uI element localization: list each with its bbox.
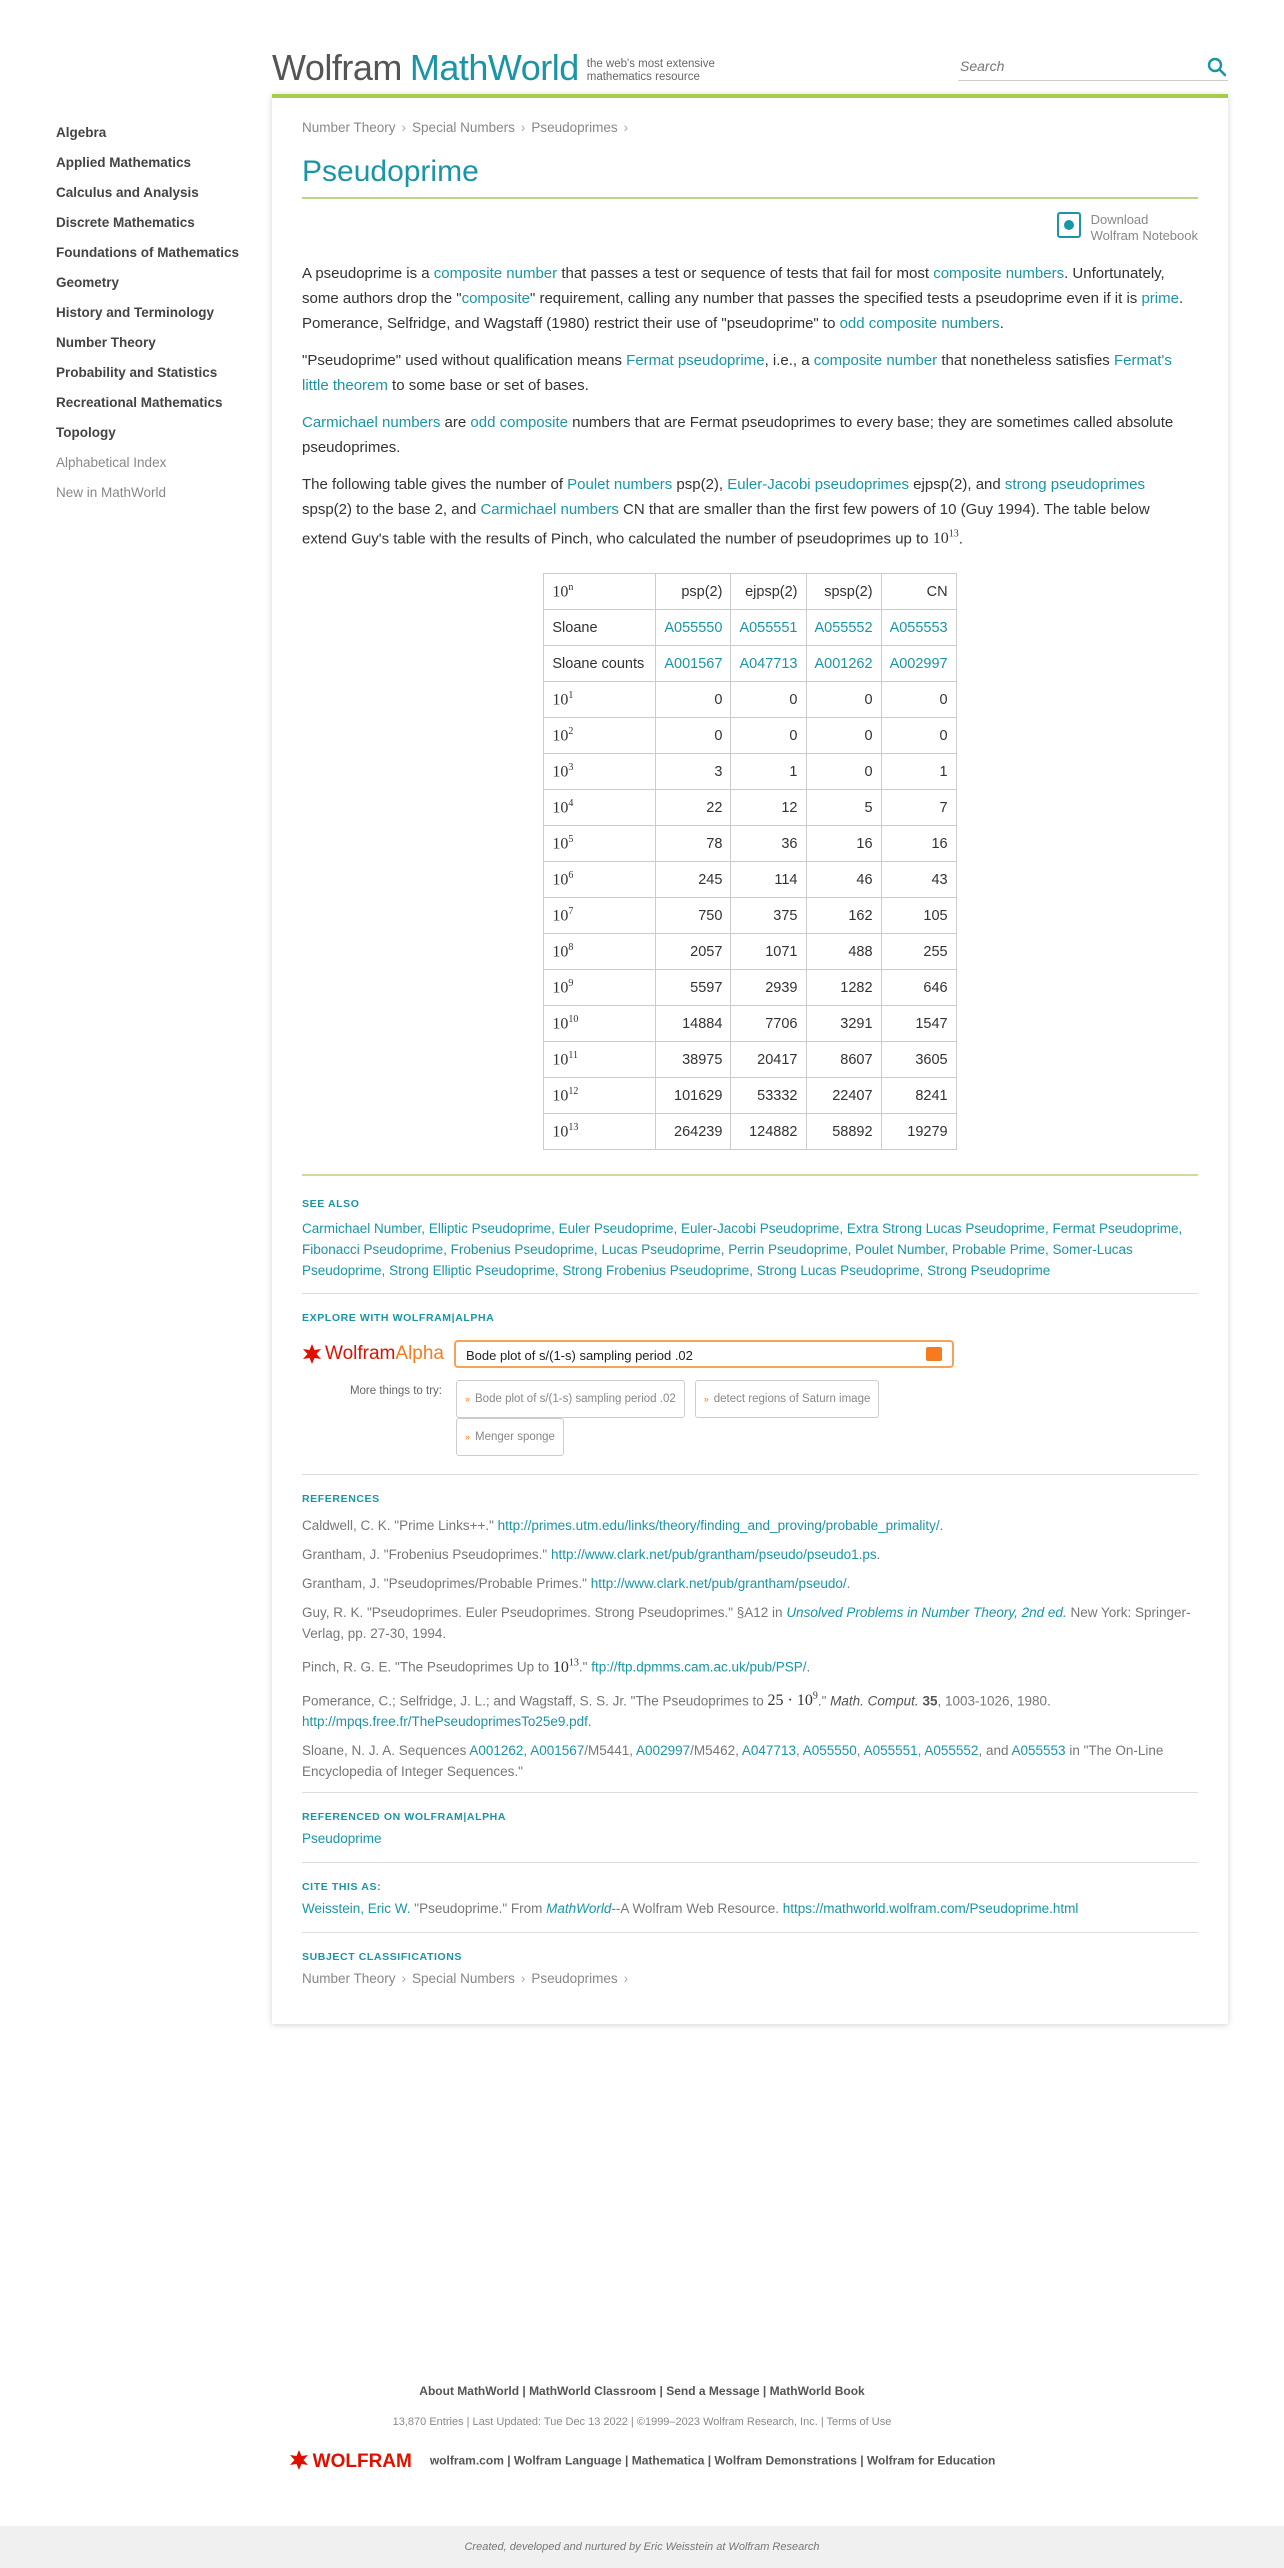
link-composite[interactable]: composite xyxy=(461,290,530,307)
table-cell: 53332 xyxy=(731,1078,806,1114)
link-a001262[interactable]: A001262 xyxy=(814,655,873,672)
article-content xyxy=(302,98,1198,1986)
link-composite-number-2[interactable]: composite number xyxy=(813,352,938,369)
header-ejpsp2: ejpsp(2) xyxy=(731,574,806,610)
wolfram-spikey-icon xyxy=(302,1344,322,1364)
table-row xyxy=(544,1078,956,1114)
link-fermats-little-theorem[interactable]: Fermat's little theorem xyxy=(302,352,1172,394)
breadcrumb-pseudoprimes[interactable]: Pseudoprimes xyxy=(531,120,618,135)
notebook-icon xyxy=(1057,212,1081,238)
table-row xyxy=(544,826,956,862)
subject-heading: SUBJECT CLASSIFICATIONS xyxy=(302,1950,463,1963)
link-pomerance-pdf[interactable]: http://mpqs.free.fr/ThePseudoprimesTo25e9.pdf xyxy=(302,1713,588,1729)
see-also-link[interactable]: Euler Pseudoprime xyxy=(558,1221,674,1237)
reference-grantham-1: Grantham, J. "Frobenius Pseudoprimes." http://www.clark.net/pub/grantham/pseudo/pseudo1.ps. xyxy=(302,1547,881,1563)
see-also-link[interactable]: Strong Frobenius Pseudoprime xyxy=(562,1263,750,1279)
sidebar-item-applied-mathematics[interactable]: Applied Mathematics xyxy=(56,155,192,170)
row-power: $10^6$ xyxy=(544,862,656,898)
table-cell: 8241 xyxy=(881,1078,956,1114)
link-strong-pseudoprimes[interactable]: strong pseudoprimes xyxy=(1004,476,1145,493)
table-row xyxy=(544,790,956,826)
table-cell: 0 xyxy=(806,754,881,790)
link-composite-numbers[interactable]: composite numbers xyxy=(933,265,1065,282)
link-fermat-pseudoprime[interactable]: Fermat pseudoprime xyxy=(626,352,765,369)
see-also-link[interactable]: Euler-Jacobi Pseudoprime xyxy=(680,1221,840,1237)
wolfram-spikey-icon xyxy=(289,2450,309,2470)
table-cell: 0 xyxy=(806,682,881,718)
wolfram-alpha-widget xyxy=(302,1340,1198,1368)
wolfram-alpha-query-text: Bode plot of s/(1-s) sampling period .02 xyxy=(466,1348,693,1364)
link-ref-a055551[interactable]: A055551 xyxy=(863,1742,918,1758)
page-title: Pseudoprime xyxy=(302,155,1198,199)
link-odd-composite-numbers[interactable]: odd composite numbers xyxy=(839,315,1000,332)
link-a001567[interactable]: A001567 xyxy=(664,655,723,672)
table-cell: 20417 xyxy=(731,1042,806,1078)
divider xyxy=(302,1474,1198,1475)
table-cell: 375 xyxy=(731,898,806,934)
link-odd-composite[interactable]: odd composite xyxy=(470,414,568,431)
see-also-link[interactable]: Poulet Number xyxy=(855,1242,945,1258)
table-cell: 36 xyxy=(731,826,806,862)
explore-heading: EXPLORE WITH WOLFRAM|ALPHA xyxy=(302,1312,495,1325)
row-power: $10^3$ xyxy=(544,754,656,790)
link-ref-a055553[interactable]: A055553 xyxy=(1011,1742,1066,1758)
table-cell: 1071 xyxy=(731,934,806,970)
table-cell: 0 xyxy=(656,682,731,718)
row-power: $10^5$ xyxy=(544,826,656,862)
table-cell: 488 xyxy=(806,934,881,970)
pseudoprime-count-table xyxy=(543,573,956,1150)
download-label-1: Download xyxy=(1090,212,1149,227)
row-power: $10^{10}$ xyxy=(544,1006,656,1042)
table-cell: 3291 xyxy=(806,1006,881,1042)
paragraph-definition: A pseudoprime is a composite number that passes a test or sequence of tests that fail for most composite numbers. Unfortunately, some authors drop the "composite" requirement, calling any number that passes the specified tests a pseudoprime even if it is prime. Pomerance, Selfridge, and Wagstaff (1980) restrict their use of "pseudoprime" to odd composite numbers. xyxy=(302,265,1184,332)
table-cell: 1 xyxy=(881,754,956,790)
cite-heading: CITE THIS AS: xyxy=(302,1880,382,1893)
more-things-label: More things to try: xyxy=(349,1385,442,1398)
logo-word-wolfram: Wolfram xyxy=(272,47,402,88)
sidebar-item-new-in-mathworld[interactable]: New in MathWorld xyxy=(56,485,167,500)
link-carmichael-numbers[interactable]: Carmichael numbers xyxy=(302,414,441,431)
footer-meta: 13,870 Entries | Last Updated: Tue Dec 13 2022 | ©1999–2023 Wolfram Research, Inc. | Terms of Use xyxy=(392,2416,892,2428)
sidebar-item-probability-and-statistics[interactable]: Probability and Statistics xyxy=(56,365,218,380)
see-also-link[interactable]: Strong Pseudoprime xyxy=(927,1263,1051,1279)
row-label-sloane: Sloane xyxy=(544,610,656,646)
compute-icon[interactable] xyxy=(926,1347,942,1361)
table-cell: 245 xyxy=(656,862,731,898)
row-power: $10^4$ xyxy=(544,790,656,826)
table-cell: 162 xyxy=(806,898,881,934)
topic-sidebar xyxy=(56,118,276,508)
sidebar-item-recreational-mathematics[interactable]: Recreational Mathematics xyxy=(56,395,223,410)
link-ref-a055552[interactable]: A055552 xyxy=(924,1742,979,1758)
see-also-heading: SEE ALSO xyxy=(302,1198,360,1211)
header-power: 10$^n$ xyxy=(544,574,656,610)
table-wrapper xyxy=(302,573,1198,1150)
table-row xyxy=(544,754,956,790)
table-cell: 19279 xyxy=(881,1114,956,1150)
see-also-link[interactable]: Somer-Lucas Pseudoprime xyxy=(302,1242,1133,1279)
divider xyxy=(302,1293,1198,1294)
row-power: $10^7$ xyxy=(544,898,656,934)
link-poulet-numbers[interactable]: Poulet numbers xyxy=(567,476,673,493)
table-row xyxy=(544,718,956,754)
footer-wolfram-links[interactable]: wolfram.com | Wolfram Language | Mathematica | Wolfram Demonstrations | Wolfram for Education xyxy=(429,2453,996,2468)
table-row xyxy=(544,1114,956,1150)
table-cell: 22 xyxy=(656,790,731,826)
link-frobenius-ps[interactable]: http://www.clark.net/pub/grantham/pseudo/pseudo1.ps xyxy=(550,1547,877,1563)
table-cell: 78 xyxy=(656,826,731,862)
table-row xyxy=(544,682,956,718)
table-cell: 16 xyxy=(806,826,881,862)
link-prime[interactable]: prime xyxy=(1141,290,1179,307)
table-cell: 0 xyxy=(881,718,956,754)
table-cell: 0 xyxy=(806,718,881,754)
search-icon[interactable] xyxy=(1206,56,1228,78)
see-also-link[interactable]: Probable Prime xyxy=(951,1242,1045,1258)
footer-brand-bar xyxy=(0,2450,1284,2473)
table-row xyxy=(544,862,956,898)
download-notebook-button[interactable] xyxy=(1057,212,1198,244)
subject-special-numbers[interactable]: Special Numbers xyxy=(412,1970,515,1986)
link-a055550[interactable]: A055550 xyxy=(664,619,723,636)
table-cell: 2939 xyxy=(731,970,806,1006)
table-cell: 101629 xyxy=(656,1078,731,1114)
sidebar-item-discrete-mathematics[interactable]: Discrete Mathematics xyxy=(56,215,195,230)
link-prime-links[interactable]: http://primes.utm.edu/links/theory/finding_and_proving/probable_primality/ xyxy=(497,1518,940,1534)
sidebar-item-geometry[interactable]: Geometry xyxy=(56,275,120,290)
table-cell: 16 xyxy=(881,826,956,862)
table-cell: 750 xyxy=(656,898,731,934)
see-also-link[interactable]: Strong Lucas Pseudoprime xyxy=(756,1263,920,1279)
try-pill-3[interactable]: » Menger sponge xyxy=(456,1418,564,1456)
references-heading: REFERENCES xyxy=(302,1493,380,1506)
table-cell: 0 xyxy=(731,718,806,754)
link-ref-a055550[interactable]: A055550 xyxy=(802,1742,857,1758)
reference-pinch: Pinch, R. G. E. "The Pseudoprimes Up to $10^{13}$." ftp://ftp.dpmms.cam.ac.uk/pub/PSP/. xyxy=(302,1657,811,1676)
table-cell: 58892 xyxy=(806,1114,881,1150)
link-ref-a047713[interactable]: A047713 xyxy=(741,1742,796,1758)
table-cell: 43 xyxy=(881,862,956,898)
link-referenced-pseudoprime[interactable]: Pseudoprime xyxy=(302,1830,382,1846)
table-cell: 646 xyxy=(881,970,956,1006)
divider xyxy=(302,1862,1198,1863)
wolfram-logo[interactable]: WOLFRAM xyxy=(289,2451,412,2472)
link-a002997[interactable]: A002997 xyxy=(889,655,948,672)
row-power: $10^1$ xyxy=(544,682,656,718)
see-also-link[interactable]: Fermat Pseudoprime xyxy=(1052,1221,1179,1237)
table-cell: 255 xyxy=(881,934,956,970)
row-label-sloane-counts: Sloane counts xyxy=(544,646,656,682)
table-cell: 14884 xyxy=(656,1006,731,1042)
see-also-list: Carmichael Number, Elliptic Pseudoprime, Euler Pseudoprime, Euler-Jacobi Pseudoprime, Extra Strong Lucas Pseudoprime, Fermat Pseudoprime, Fibonacci Pseudoprime, Frobenius Pseudoprime, Lucas Pseudoprime, Perrin Pseudoprime, Poulet Number, Probable Prime, Somer-Lucas Pseudoprime, Strong Elliptic Pseudoprime, Strong Frobenius Pseudoprime, Strong Lucas Pseudoprime, Strong Pseudoprime xyxy=(302,1221,1183,1279)
row-power: $10^2$ xyxy=(544,718,656,754)
link-composite-number[interactable]: composite number xyxy=(433,265,558,282)
references-list xyxy=(302,1515,1198,1782)
link-a055553[interactable]: A055553 xyxy=(889,619,948,636)
see-also-link[interactable]: Frobenius Pseudoprime xyxy=(450,1242,594,1258)
see-also-link[interactable]: Carmichael Number xyxy=(302,1221,422,1237)
see-also-link[interactable]: Elliptic Pseudoprime xyxy=(428,1221,552,1237)
sidebar-item-topology[interactable]: Topology xyxy=(56,425,116,440)
table-cell: 46 xyxy=(806,862,881,898)
link-a055552[interactable]: A055552 xyxy=(814,619,873,636)
reference-caldwell: Caldwell, C. K. "Prime Links++." http://primes.utm.edu/links/theory/finding_and_proving/probable_primality/. xyxy=(302,1518,944,1534)
table-cell: 5597 xyxy=(656,970,731,1006)
breadcrumb-special-numbers[interactable]: Special Numbers xyxy=(412,120,515,135)
link-ref-a002997[interactable]: A002997 xyxy=(636,1742,691,1758)
table-cell: 7706 xyxy=(731,1006,806,1042)
table-cell: 3605 xyxy=(881,1042,956,1078)
table-cell: 1547 xyxy=(881,1006,956,1042)
reference-grantham-2: Grantham, J. "Pseudoprimes/Probable Primes." http://www.clark.net/pub/grantham/pseudo/. xyxy=(302,1576,851,1592)
link-ref-a001567[interactable]: A001567 xyxy=(530,1742,585,1758)
paragraph-table-intro: The following table gives the number of Poulet numbers psp(2), Euler-Jacobi pseudoprimes ejpsp(2), and strong pseudoprimes spsp(2) to the base 2, and Carmichael numbers CN that are smaller than the first few powers of 10 (Guy 1994). The table below extend Guy's table with the results of Pinch, who calculated the number of pseudoprimes up to $10^{13}$. xyxy=(302,476,1150,548)
row-power: $10^{11}$ xyxy=(544,1042,656,1078)
sidebar-item-algebra[interactable]: Algebra xyxy=(56,125,107,140)
search-input[interactable] xyxy=(958,52,1192,80)
try-pill-2[interactable]: » detect regions of Saturn image xyxy=(695,1380,880,1418)
table-cell: 3 xyxy=(656,754,731,790)
subject-breadcrumb: Number Theory › Special Numbers › Pseudoprimes › xyxy=(302,1970,629,1986)
link-grantham-pseudo[interactable]: http://www.clark.net/pub/grantham/pseudo/ xyxy=(590,1576,847,1592)
citation: Weisstein, Eric W. "Pseudoprime." From MathWorld--A Wolfram Web Resource. https://mathworld.wolfram.com/Pseudoprime.html xyxy=(302,1900,1079,1916)
link-euler-jacobi-pseudoprimes[interactable]: Euler-Jacobi pseudoprimes xyxy=(727,476,910,493)
table-row-sloane xyxy=(544,610,956,646)
sidebar-item-alphabetical-index[interactable]: Alphabetical Index xyxy=(56,455,167,470)
table-cell: 7 xyxy=(881,790,956,826)
table-cell: 22407 xyxy=(806,1078,881,1114)
link-carmichael-numbers-2[interactable]: Carmichael numbers xyxy=(480,501,619,518)
reference-pomerance: Pomerance, C.; Selfridge, J. L.; and Wagstaff, S. S. Jr. "The Pseudoprimes to $25 \cdot 10^9$." Math. Comput. 35, 1003-1026, 1980. http://mpqs.free.fr/ThePseudoprimesTo25e9.pdf. xyxy=(302,1690,1051,1729)
link-a055551[interactable]: A055551 xyxy=(739,619,798,636)
table-row xyxy=(544,970,956,1006)
footer-credit: Created, developed and nurtured by Eric Weisstein at Wolfram Research xyxy=(0,2526,1284,2568)
table-cell: 124882 xyxy=(731,1114,806,1150)
table-cell: 2057 xyxy=(656,934,731,970)
sidebar-item-number-theory[interactable]: Number Theory xyxy=(56,335,156,350)
link-author-weisstein[interactable]: Weisstein, Eric W. xyxy=(302,1900,411,1916)
reference-sloane: Sloane, N. J. A. Sequences A001262, A001567/M5441, A002997/M5462, A047713, A055550, A055551, A055552, and A055553 in "The On-Line Encyclopedia of Integer Sequences." xyxy=(302,1742,1164,1779)
table-header-row xyxy=(544,574,956,610)
link-ref-a001262[interactable]: A001262 xyxy=(469,1742,524,1758)
table-cell: 38975 xyxy=(656,1042,731,1078)
logo-tagline: the web's most extensive mathematics resource xyxy=(586,58,715,83)
link-mathworld[interactable]: MathWorld xyxy=(546,1900,612,1916)
table-cell: 8607 xyxy=(806,1042,881,1078)
more-things-to-try xyxy=(302,1380,1198,1456)
table-cell: 0 xyxy=(731,682,806,718)
search-bar xyxy=(958,52,1228,81)
table-cell: 264239 xyxy=(656,1114,731,1150)
logo-word-mathworld: MathWorld xyxy=(409,47,579,88)
row-power: $10^{13}$ xyxy=(544,1114,656,1150)
wolfram-alpha-query-input[interactable] xyxy=(454,1340,954,1368)
row-power: $10^{12}$ xyxy=(544,1078,656,1114)
see-also-link[interactable]: Extra Strong Lucas Pseudoprime xyxy=(846,1221,1045,1237)
breadcrumb: Number Theory › Special Numbers › Pseudoprimes › xyxy=(302,120,629,135)
footer-links[interactable]: About MathWorld | MathWorld Classroom | Send a Message | MathWorld Book xyxy=(419,2384,865,2398)
table-cell: 0 xyxy=(656,718,731,754)
table-row xyxy=(544,934,956,970)
paragraph-fermat: "Pseudoprime" used without qualification means Fermat pseudoprime, i.e., a composite number that nonetheless satisfies Fermat's little theorem to some base or set of bases. xyxy=(302,352,1172,394)
link-unsolved-problems[interactable]: Unsolved Problems in Number Theory, 2nd ed. xyxy=(786,1605,1067,1621)
reference-guy: Guy, R. K. "Pseudoprimes. Euler Pseudoprimes. Strong Pseudoprimes." §A12 in Unsolved Problems in Number Theory, 2nd ed. New York: Springer-Verlag, pp. 27-30, 1994. xyxy=(302,1605,1191,1642)
header-psp2: psp(2) xyxy=(656,574,731,610)
table-row xyxy=(544,1042,956,1078)
see-also-link[interactable]: Fibonacci Pseudoprime xyxy=(302,1242,444,1258)
sidebar-item-calculus-and-analysis[interactable]: Calculus and Analysis xyxy=(56,185,199,200)
table-row xyxy=(544,898,956,934)
see-also-link[interactable]: Strong Elliptic Pseudoprime xyxy=(389,1263,555,1279)
download-label-2: Wolfram Notebook xyxy=(1090,228,1198,243)
see-also-link[interactable]: Perrin Pseudoprime xyxy=(728,1242,848,1258)
table-cell: 5 xyxy=(806,790,881,826)
link-pinch-ftp[interactable]: ftp://ftp.dpmms.cam.ac.uk/pub/PSP/ xyxy=(591,1659,807,1675)
link-permalink[interactable]: https://mathworld.wolfram.com/Pseudoprime.html xyxy=(782,1900,1079,1916)
row-power: $10^8$ xyxy=(544,934,656,970)
site-header xyxy=(272,46,1228,88)
table-row-sloane-counts xyxy=(544,646,956,682)
table-row xyxy=(544,1006,956,1042)
table-cell: 1282 xyxy=(806,970,881,1006)
wolfram-alpha-logo[interactable]: Wolfram Alpha xyxy=(302,1343,444,1365)
mathworld-logo[interactable] xyxy=(272,46,737,88)
table-cell: 114 xyxy=(731,862,806,898)
sidebar-item-history-and-terminology[interactable]: History and Terminology xyxy=(56,305,215,320)
header-spsp2: spsp(2) xyxy=(806,574,881,610)
divider xyxy=(302,1792,1198,1793)
divider xyxy=(302,1932,1198,1933)
subject-pseudoprimes[interactable]: Pseudoprimes xyxy=(531,1970,618,1986)
link-a047713[interactable]: A047713 xyxy=(739,655,798,672)
divider xyxy=(302,1174,1198,1176)
try-pill-1[interactable]: » Bode plot of s/(1-s) sampling period .02 xyxy=(456,1380,685,1418)
row-power: $10^9$ xyxy=(544,970,656,1006)
table-cell: 1 xyxy=(731,754,806,790)
table-cell: 0 xyxy=(881,682,956,718)
math-ten-power: $10^{13}$ xyxy=(932,529,959,548)
subject-number-theory[interactable]: Number Theory xyxy=(302,1970,396,1986)
table-cell: 105 xyxy=(881,898,956,934)
header-cn: CN xyxy=(881,574,956,610)
referenced-heading: REFERENCED ON WOLFRAM|ALPHA xyxy=(302,1810,507,1823)
sidebar-item-foundations-of-mathematics[interactable]: Foundations of Mathematics xyxy=(56,245,240,260)
breadcrumb-number-theory[interactable]: Number Theory xyxy=(302,120,396,135)
paragraph-carmichael: Carmichael numbers are odd composite numbers that are Fermat pseudoprimes to every base; they are sometimes called absolute pseudoprimes. xyxy=(302,414,1174,456)
table-cell: 12 xyxy=(731,790,806,826)
see-also-link[interactable]: Lucas Pseudoprime xyxy=(601,1242,721,1258)
article-panel xyxy=(272,94,1228,2024)
